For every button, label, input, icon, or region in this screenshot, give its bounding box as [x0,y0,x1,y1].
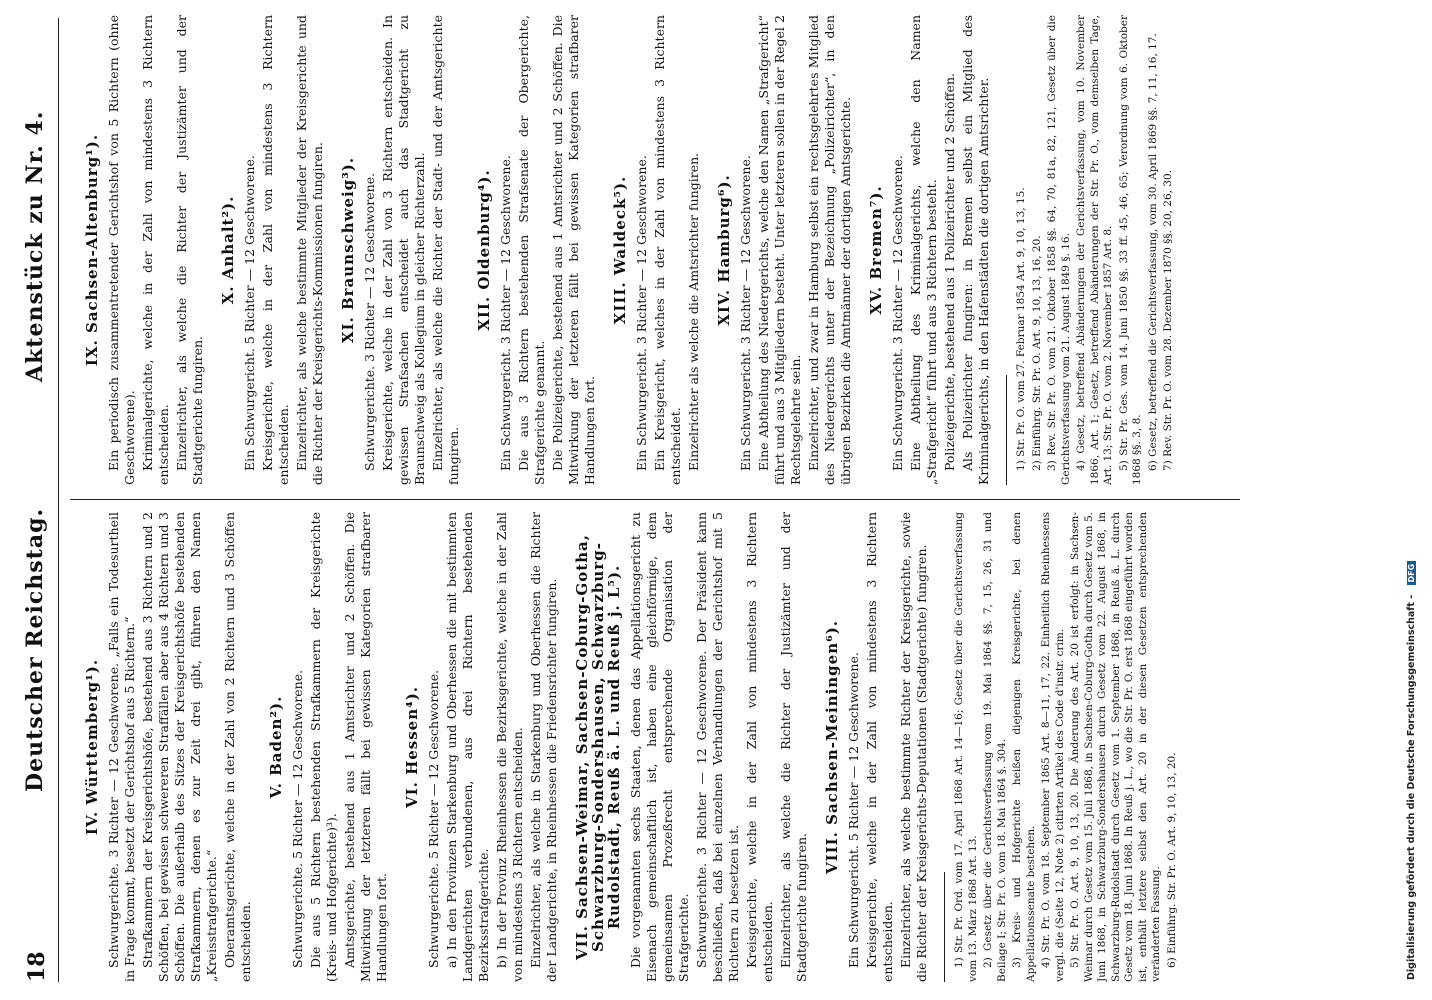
document-title: Aktenstück zu Nr. 4. [22,110,48,382]
section-paragraph: Schwurgerichte. 3 Richter — 12 Geschworene. [362,172,377,471]
footnote: 3) Kreis- und Hofgerichte heißen diejenigen Kreisgerichte, bei denen Appellationssenate bestehen. [1011,512,1037,982]
section-paragraph: Einzelrichter, als welche die Richter der Justizämter und der Stadtgerichte fungiren. [174,15,205,485]
section-heading: XV. Bremen⁷). [867,185,885,315]
footnote: 7) Rev. Str. Pr. O. vom 28. Dezember 1870 §§. 20, 26, 30. [1162,169,1174,471]
section-paragraph: Ein Schwurgericht. 5 Richter — 12 Geschworene. [846,652,861,968]
section-paragraph: Schwurgerichte. 5 Richter — 12 Geschworene. [290,669,305,968]
column-divider [70,499,1240,500]
section-paragraph: Die aus 3 Richtern bestehenden Strafsenate der Obergerichte, Strafgerichte genannt. [516,15,547,485]
section-paragraph: Die aus 5 Richtern bestehenden Strafkammern der Kreisgerichte (Kreis- und Hofgerichte)³). [308,512,339,982]
section-heading: XI. Braunschweig³). [339,156,357,344]
footnote: 6) Gesetz, betreffend die Gerichtsverfassung, vom 30. April 1869 §§. 7, 11, 16, 17. [1146,33,1159,471]
section-paragraph: Eine Abtheilung des Kriminalgerichts, welche den Namen „Strafgericht“ führt und aus 3 Richtern besteht. [908,15,939,485]
section-paragraph: Ein Schwurgericht. 3 Richter — 12 Geschworene. [498,155,513,471]
dfg-logo: DFG [1407,561,1416,586]
digitization-credit [1406,20,1428,980]
section-paragraph: Einzelrichter, als welche in Starkenburg und Oberhessen die Richter der Landgerichte, in Rheinhessen die Friedensrichter fungiren. [528,512,559,982]
section-paragraph: Strafkammern der Kreisgerichtshöfe, bestehend aus 3 Richtern und 2 Schöffen, bei gewissen schwereren Straffällen aber aus 4 Richtern und 3 Schöffen. Die außerhalb des Sitzes der Kreisgerichtshöfe bestehenden Strafkammern, denen es zur Zeit drei gibt, führen den Namen „Kreisstrafgerichte.“ [140,512,219,982]
footnote: 5) Str. Pr. Ges. vom 14. Juni 1850 §§. 33 ff. 45, 46, 65; Verordnung vom 6. Oktober 1868 §§. 3, 8. [1117,15,1143,485]
section-heading: V. Baden²). [267,695,285,799]
section-paragraph: Kreisgerichte, welche in der Zahl von mindestens 3 Richtern entscheiden. [744,512,775,982]
footnote: 1) Str. Pr. O. vom 27. Februar 1854 Art. 9, 10, 13, 15. [1015,187,1027,471]
footnote: 2) Gesetz über die Gerichtsverfassung vom 19. Mai 1864 §§. 7, 15, 26, 31 und Beilage I; Str. Pr. O. vom 18. Mai 1864 §. 304. [982,512,1008,982]
section-paragraph: Schwurgerichte. 5 Richter — 12 Geschworene. [426,669,441,968]
section-paragraph: Einzelrichter, als welche die Richter der Justizämter und der Stadtgerichte fungiren. [778,512,809,982]
section-paragraph: Einzelrichter, als welche bestimmte Mitglieder der Kreisgerichte und die Richter der Kreisgerichts-Kommissionen fungiren. [294,15,325,485]
section-paragraph: Schwurgerichte. 3 Richter — 12 Geschworene. „Falls ein Todesurtheil in Frage kommt, besetzt der Gerichtshof aus 5 Richtern.“ [106,512,137,982]
section-heading: VI. Hessen⁴). [403,685,421,809]
section-paragraph: Einzelrichter, als welche die Richter der Stadt- und der Amtsgerichte fungiren. [430,15,461,485]
section-paragraph: Die vorgenannten sechs Staaten, denen das Appellationsgericht zu Eisenach gemeinschaftlich ist, haben eine gleichförmige, dem gemeinsamen Prozeßrecht entsprechende Organisation der Strafgerichte. [628,512,691,982]
section-paragraph: Eine Abtheilung des Niedergerichts, welche den Namen „Strafgericht“ führt und aus 3 Mitgliedern besteht. Unter letzteren sollen in der Regel 2 Rechtsgelehrte sein. [756,15,803,485]
section-heading: XII. Oldenburg⁴). [475,169,493,331]
footnote-rule [1006,375,1007,485]
section-paragraph: a) In den Provinzen Starkenburg und Oberhessen die mit bestimmten Landgerichten verbundenen, aus drei Richtern bestehenden Bezirksstrafgerichte. [444,512,491,982]
section-paragraph: Ein periodisch zusammentretender Gerichtshof von 5 Richtern (ohne Geschworene). [106,15,137,485]
section-paragraph: Polizeigerichte, bestehend aus 1 Polizeirichter und 2 Schöffen. [942,73,957,471]
footnote: 5) Str. Pr. O. Art. 9, 10, 13, 20. Die Änderung des Art. 20 ist erfolgt: in Sachsen-Weimar durch Gesetz vom 15. Juli 1868, in Sachsen-Coburg-Gotha durch Gesetz vom 5. Juni 1868, in Schwarzburg-Sondershausen durch Gesetz vom 22. August 1868, in Schwarzburg-Rudolstadt durch Gesetz vom 1. September 1868, in Reuß ä. L. durch Gesetz vom 18. Juni 1868. In Reuß j. L., wo die Str. Pr. O. erst 1868 eingeführt worden ist, enthält letztere selbst den Art. 20 in der diesen Gesetzen entsprechenden veränderten Fassung. [1069,512,1162,982]
section-heading: XIV. Hamburg⁶). [715,174,733,326]
section-heading: IV. Württemberg¹). [83,658,101,836]
section-heading: VIII. Sachsen-Meiningen⁶). [823,619,841,875]
footnote: 6) Einführg. Str. Pr. O. Art. 9, 10, 13, 20. [1165,752,1178,968]
footnote-rule [944,872,945,982]
page-number: 18 [24,951,50,982]
section-paragraph: Einzelrichter, und zwar in Hamburg selbst ein rechtsgelehrtes Mitglied des Niedergerichts unter der Bezeichnung „Polizeirichter“, in den übrigen Bezirken die Amtmänner der dortigen Amtsgerichte. [806,15,853,485]
section-heading: X. Anhalt²). [219,195,237,305]
digitization-note: Digitalisierung gefördert durch die Deutsche Forschungsgemeinschaft - [1406,591,1417,980]
footnote: 1) Str. Pr. Ord. vom 17. April 1868 Art. 14—16; Gesetz über die Gerichtsverfassung vom 13. März 1868 Art. 13. [953,512,979,982]
section-heading: VII. Sachsen-Weimar, Sachsen-Coburg-Gotha, Schwarzburg-Sondershausen, Schwarzburg-Rudolstadt, Reuß ä. L. und Reuß j. L⁵). [573,534,623,960]
footnote: 4) Gesetz, betreffend Abänderungen der Gerichtsverfassung, vom 10. November 1866, Art. 1; Gesetz, betreffend Abänderungen der Str. Pr. O., vom demselben Tage, Art. 13; Str. Pr. O. vom 2. November 1857 Art. 8. [1075,15,1114,485]
footnote: 4) Str. Pr. O. vom 18. September 1865 Art. 8—11, 17, 22. Einheitlich Rheinhessens vergl. die (Seite 12, Note 2) citirten Artikel des Code d'instr. crim. [1040,512,1066,982]
section-paragraph: Amtsgerichte, bestehend aus 1 Amtsrichter und 2 Schöffen. Die Mitwirkung der letzteren fällt bei gewissen Kategorien strafbarer Handlungen fort. [342,512,389,982]
section-paragraph: Schwurgerichte. 3 Richter — 12 Geschworene. Der Präsident kann beschließen, daß bei einzelnen Verhandlungen der Gerichtshof mit 5 Richtern zu besetzen ist. [694,512,741,982]
section-paragraph: Ein Kreisgericht, welches in der Zahl von mindestens 3 Richtern entscheidet. [652,15,683,485]
section-paragraph: Ein Schwurgericht. 3 Richter — 12 Geschworene. [738,155,753,471]
section-paragraph: Kriminalgerichte, welche in der Zahl von mindestens 3 Richtern entscheiden. [140,15,171,485]
section-paragraph: Ein Schwurgericht. 3 Richter — 12 Geschworene. [890,155,905,471]
section-paragraph: Einzelrichter als welche die Amtsrichter fungiren. [686,152,701,471]
footnote: 3) Rev. Str. Pr. O. vom 21. Oktober 1858 §§. 64, 70, 81a, 82, 121, Gesetz über die Gerichtsverfassung vom 21. August 1849 §. 16. [1046,15,1072,485]
section-paragraph: Einzelrichter, als welche bestimmte Richter der Kreisgerichte, sowie die Richter der Kreisgerichts-Deputationen (Stadtgerichte) fungiren. [898,512,929,982]
section-paragraph: Kreisgerichte, welche in der Zahl von mindestens 3 Richtern entscheiden. [864,512,895,982]
section-paragraph: Die Polizeigerichte, bestehend aus 1 Amtsrichter und 2 Schöffen. Die Mitwirkung der letzteren fällt bei gewissen Kategorien strafbarer Handlungen fort. [550,15,597,485]
section-paragraph: Ein Schwurgericht. 3 Richter — 12 Geschworene. [634,155,649,471]
section-paragraph: Als Polizeirichter fungiren: in Bremen selbst ein Mitglied des Kriminalgerichts, in den Hafenstädten die dortigen Amtsrichter. [960,15,991,485]
page-header [8,18,59,982]
running-title: Deutscher Reichstag. [22,507,48,792]
section-paragraph: Kreisgerichte, welche in der Zahl von mindestens 3 Richtern entscheiden. [260,15,291,485]
footnote: 2) Einführg. Str. Pr. O. Art. 9, 10, 13, 16, 20. [1030,235,1043,471]
section-heading: IX. Sachsen-Altenburg¹). [83,133,101,367]
section-paragraph: Ein Schwurgericht. 5 Richter — 12 Geschworene. [242,155,257,471]
section-heading: XIII. Waldeck⁵). [611,175,629,325]
section-paragraph: Kreisgerichte, welche in der Zahl von 3 Richtern entscheiden. In gewissen Strafsachen entscheidet auch das Stadtgericht zu Braunschweig als Kollegium in gleicher Richterzahl. [380,15,427,485]
right-column [70,15,1270,485]
section-paragraph: Oberamtsgerichte, welche in der Zahl von 2 Richtern und 3 Schöffen entscheiden. [222,512,253,982]
left-column [70,512,1270,982]
section-paragraph: b) In der Provinz Rheinhessen die Bezirksgerichte, welche in der Zahl von mindestens 3 Richtern entscheiden. [494,512,525,982]
